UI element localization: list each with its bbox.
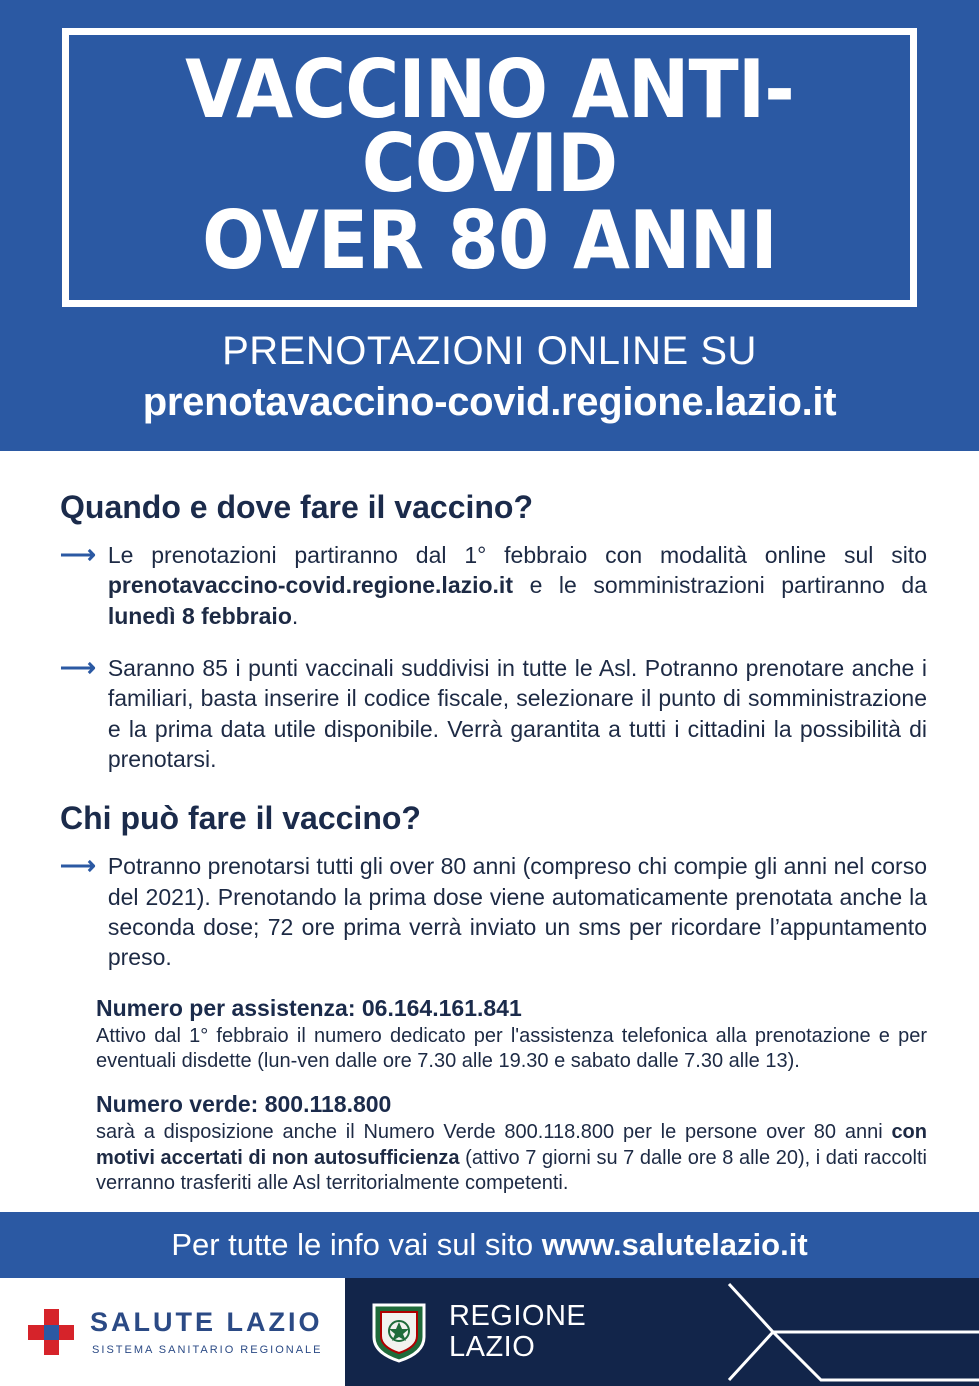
arrow-icon: ⟶ bbox=[60, 852, 96, 881]
title-box bbox=[62, 28, 917, 307]
bullet-text-mid: e le somministrazioni partiranno da bbox=[512, 572, 927, 599]
bullet-text-prefix: Le prenotazioni partiranno dal 1° febbraio con modalità online sul sito bbox=[107, 541, 927, 568]
note-body-pre: sarà a disposizione anche il Numero Verde 800.118.800 per le persone over 80 anni bbox=[96, 1120, 892, 1143]
footer-info-site: www.salutelazio.it bbox=[541, 1227, 808, 1262]
note-body-bold: con motivi accertati di non autosufficienza bbox=[96, 1120, 927, 1169]
note-body: Attivo dal 1° febbraio il numero dedicato per l'assistenza telefonica alla prenotazione e per eventuali disdette (lun-ven dalle ore 7.30 alle 19.30 e sabato dalle 7.30 alle 13). bbox=[96, 1024, 927, 1073]
arrow-icon: ⟶ bbox=[60, 653, 96, 682]
header-subtitle: PRENOTAZIONI ONLINE SU bbox=[222, 328, 757, 373]
bullet-text-suffix: . bbox=[291, 602, 299, 629]
poster-title-line2: OVER 80 ANNI bbox=[202, 194, 777, 288]
note-title: Numero verde: 800.118.800 bbox=[96, 1090, 392, 1117]
bullet-text-bold-date: lunedì 8 febbraio bbox=[107, 602, 292, 629]
section-heading-who: Chi può fare il vaccino? bbox=[60, 800, 421, 837]
salute-lazio-name: SALUTE LAZIO bbox=[90, 1307, 323, 1338]
bullet-text bbox=[108, 540, 927, 631]
bullet-text-bold-site: prenotavaccino-covid.regione.lazio.it bbox=[107, 572, 513, 599]
footer-logo-bar bbox=[0, 1278, 979, 1386]
footer-info-text bbox=[171, 1227, 807, 1263]
footer-info-strip bbox=[0, 1212, 979, 1278]
bullet-text: Saranno 85 i punti vaccinali suddivisi in tutte le Asl. Potranno prenotare anche i familiari, basta inserire il codice fiscale, selezionare il punto di somministrazione e la prima data utile disponibile. Verrà garantita a tutti i cittadini la possibilità di prenotarsi. bbox=[107, 654, 927, 772]
note-assistance bbox=[60, 995, 927, 1075]
poster-content bbox=[0, 451, 979, 1197]
salute-lazio-tagline: SISTEMA SANITARIO REGIONALE bbox=[92, 1343, 323, 1356]
note-body-post: (attivo 7 giorni su 7 dalle ore 8 alle 20), i dati raccolti verranno trasferiti alle Asl territorialmente competenti. bbox=[96, 1146, 927, 1195]
chevron-decoration-icon bbox=[559, 1278, 979, 1386]
regione-lazio-emblem-icon bbox=[371, 1301, 427, 1363]
regione-line1: REGIONE bbox=[449, 1300, 587, 1333]
arrow-icon: ⟶ bbox=[60, 540, 96, 569]
regione-line2: LAZIO bbox=[449, 1331, 536, 1363]
header-website: prenotavaccino-covid.regione.lazio.it bbox=[142, 379, 837, 424]
regione-lazio-logo bbox=[345, 1278, 979, 1386]
bullet-item bbox=[60, 653, 927, 774]
note-green-number bbox=[60, 1091, 927, 1197]
salute-lazio-logo bbox=[0, 1278, 345, 1386]
bullet-text: Potranno prenotarsi tutti gli over 80 anni (compreso chi compie gli anni nel corso del 2021). Prenotando la prima dose viene automaticamente prenotata anche la seconda dose; 72 ore prima verrà inviato un sms per ricordare l’appuntamento preso. bbox=[107, 853, 927, 971]
footer-info-prefix: Per tutte le info vai sul sito bbox=[171, 1227, 542, 1262]
bullet-item bbox=[60, 851, 927, 972]
section-heading-when-where: Quando e dove fare il vaccino? bbox=[60, 488, 534, 525]
salute-lazio-text bbox=[90, 1308, 323, 1356]
bullet-item bbox=[60, 540, 927, 631]
note-title: Numero per assistenza: 06.164.161.841 bbox=[96, 994, 522, 1021]
poster-title-line1: VACCINO ANTI-COVID bbox=[185, 43, 794, 210]
note-body bbox=[96, 1120, 927, 1197]
poster-header bbox=[0, 0, 979, 451]
health-cross-icon bbox=[28, 1309, 74, 1355]
